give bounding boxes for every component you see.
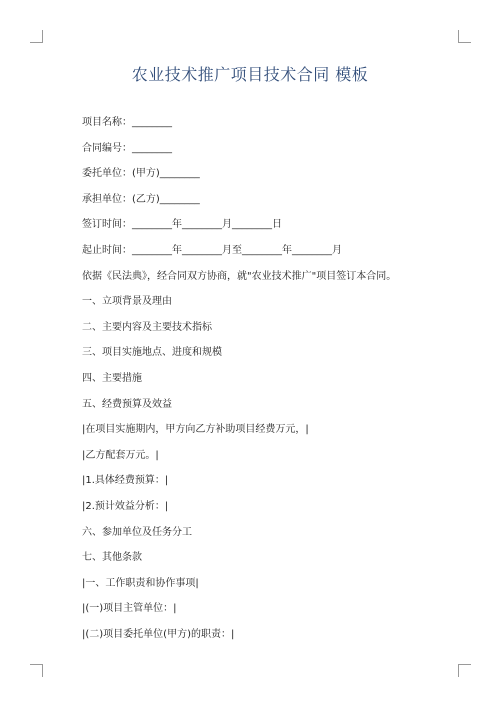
duties-line: |一、工作职责和协作事项| [82, 577, 199, 589]
document-title: 农业技术推广项目技术合同 模板 [131, 65, 369, 84]
corner-mark-top-left [30, 30, 43, 43]
funding-line: |在项目实施期内，甲方向乙方补助项目经费万元，| [82, 424, 309, 436]
section-7-heading: 七、其他条款 [82, 552, 142, 564]
budget-detail-line: |1.具体经费预算：| [82, 475, 169, 487]
corner-mark-bottom-right [458, 664, 471, 677]
section-6-heading: 六、参加单位及任务分工 [82, 526, 192, 538]
section-2-heading: 二、主要内容及主要技术指标 [82, 321, 212, 333]
client-duties-line: |(二)项目委托单位(甲方)的职责：| [82, 628, 235, 640]
corner-mark-top-right [458, 30, 471, 43]
section-4-heading: 四、主要措施 [82, 372, 142, 384]
line-contractor-unit: 承担单位：(乙方)________ [82, 193, 200, 205]
corner-mark-bottom-left [30, 664, 43, 677]
supervising-unit-line: |(一)项目主管单位：| [82, 603, 177, 615]
line-basis: 依据《民法典》，经合同双方协商，就"农业技术推广"项目签订本合同。 [82, 270, 397, 282]
section-3-heading: 三、项目实施地点、进度和规模 [82, 347, 222, 359]
matching-funds-line: |乙方配套万元。| [82, 449, 159, 461]
line-client-unit: 委托单位：(甲方)________ [82, 168, 200, 180]
document-body [82, 114, 442, 651]
line-project-name: 项目名称：________ [82, 117, 172, 128]
line-period: 起止时间：________年________月至________年________月 [82, 244, 342, 256]
section-5-heading: 五、经费预算及效益 [82, 398, 172, 410]
line-contract-number: 合同编号：________ [82, 142, 172, 154]
section-1-heading: 一、立项背景及理由 [82, 296, 172, 308]
line-sign-date: 签订时间：________年________月________日 [82, 219, 282, 231]
benefit-analysis-line: |2.预计效益分析：| [82, 500, 169, 512]
